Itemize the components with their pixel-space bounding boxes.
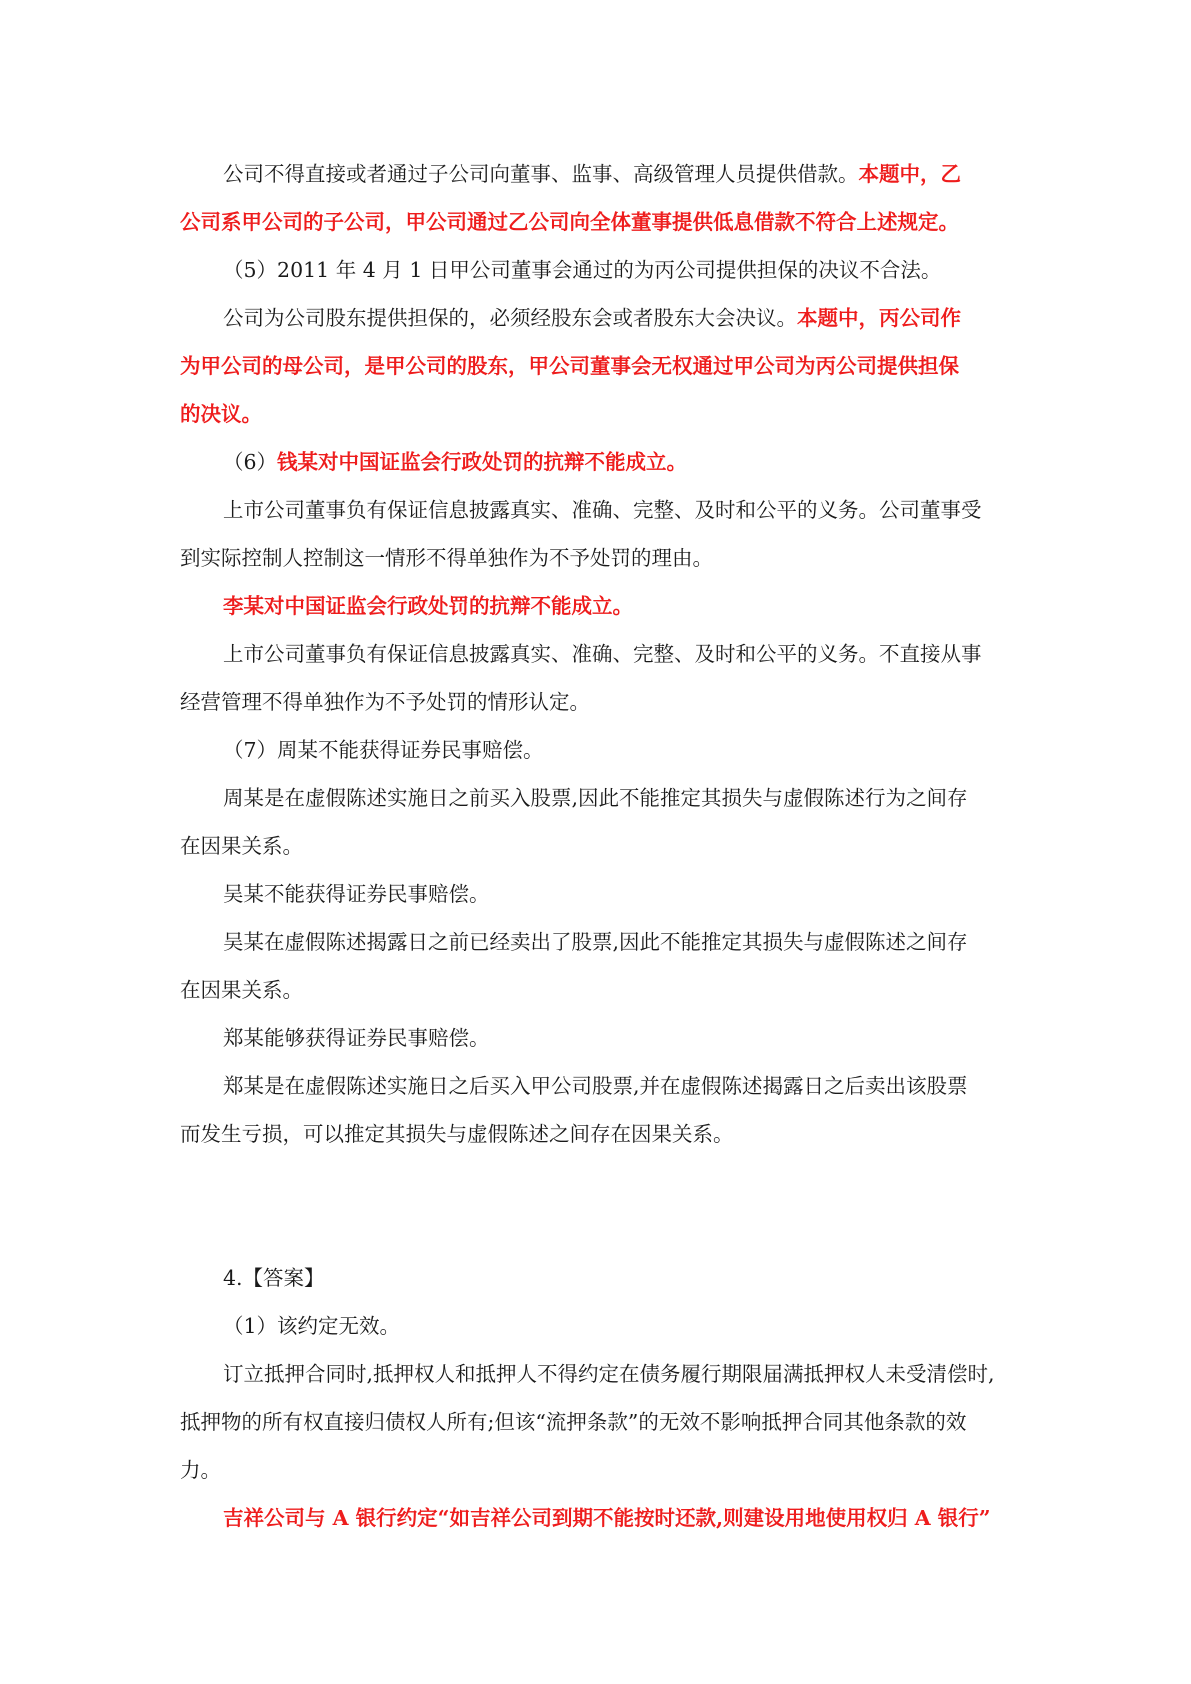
body-text: 郑某是在虚假陈述实施日之后买入甲公司股票,并在虚假陈述揭露日之后卖出该股票 [223, 1074, 968, 1098]
document-body [180, 150, 1011, 1542]
body-text: 郑某能够获得证券民事赔偿。 [223, 1026, 490, 1050]
text-line [180, 1110, 1011, 1158]
highlighted-text: 为甲公司的母公司，是甲公司的股东，甲公司董事会无权通过甲公司为丙公司提供担保 [180, 354, 959, 378]
body-text: 上市公司董事负有保证信息披露真实、准确、完整、及时和公平的义务。不直接从事 [223, 642, 982, 666]
highlighted-text: 本题中，丙公司作 [797, 306, 961, 330]
text-line [180, 390, 1011, 438]
text-line [180, 726, 1011, 774]
text-line [180, 630, 1011, 678]
body-text: 公司为公司股东提供担保的，必须经股东会或者股东大会决议。 [223, 306, 797, 330]
body-text: （7）周某不能获得证券民事赔偿。 [223, 738, 544, 762]
text-line [180, 486, 1011, 534]
body-text: 在因果关系。 [180, 834, 303, 858]
body-text: 吴某不能获得证券民事赔偿。 [223, 882, 490, 906]
body-text: 4.【答案】 [223, 1266, 325, 1290]
text-line [180, 1302, 1011, 1350]
text-line [180, 1014, 1011, 1062]
body-text: 经营管理不得单独作为不予处罚的情形认定。 [180, 690, 590, 714]
text-line [180, 582, 1011, 630]
text-line [180, 150, 1011, 198]
text-line [180, 198, 1011, 246]
text-line [180, 1350, 1011, 1398]
body-text: 在因果关系。 [180, 978, 303, 1002]
section-gap [180, 1158, 1011, 1254]
body-text: 周某是在虚假陈述实施日之前买入股票,因此不能推定其损失与虚假陈述行为之间存 [223, 786, 968, 810]
body-text: 抵押物的所有权直接归债权人所有;但该“流押条款”的无效不影响抵押合同其他条款的效 [180, 1410, 967, 1434]
body-text: 公司不得直接或者通过子公司向董事、监事、高级管理人员提供借款。 [223, 162, 859, 186]
highlighted-text: 公司系甲公司的子公司，甲公司通过乙公司向全体董事提供低息借款不符合上述规定。 [180, 210, 959, 234]
text-line [180, 1446, 1011, 1494]
text-line [180, 438, 1011, 486]
text-line [180, 966, 1011, 1014]
body-text: 力。 [180, 1458, 221, 1482]
text-line [180, 1494, 1011, 1542]
text-line [180, 822, 1011, 870]
body-text: 吴某在虚假陈述揭露日之前已经卖出了股票,因此不能推定其损失与虚假陈述之间存 [223, 930, 968, 954]
body-text: （1）该约定无效。 [223, 1314, 401, 1338]
body-text: 订立抵押合同时,抵押权人和抵押人不得约定在债务履行期限届满抵押权人未受清偿时, [223, 1362, 995, 1386]
highlighted-text: 的决议。 [180, 402, 262, 426]
highlighted-text: 钱某对中国证监会行政处罚的抗辩不能成立。 [277, 450, 688, 474]
text-line [180, 870, 1011, 918]
text-line [180, 342, 1011, 390]
highlighted-text: 吉祥公司与 A 银行约定“如吉祥公司到期不能按时还款,则建设用地使用权归 A 银行” [223, 1506, 991, 1530]
body-text: （6） [223, 450, 278, 474]
text-line [180, 246, 1011, 294]
text-line [180, 918, 1011, 966]
text-line [180, 294, 1011, 342]
highlighted-text: 本题中，乙 [858, 162, 961, 186]
text-line [180, 1254, 1011, 1302]
body-text: （5）2011 年 4 月 1 日甲公司董事会通过的为丙公司提供担保的决议不合法。 [223, 258, 942, 282]
body-text: 到实际控制人控制这一情形不得单独作为不予处罚的理由。 [180, 546, 713, 570]
highlighted-text: 李某对中国证监会行政处罚的抗辩不能成立。 [223, 594, 633, 618]
text-line [180, 678, 1011, 726]
body-text: 而发生亏损，可以推定其损失与虚假陈述之间存在因果关系。 [180, 1122, 734, 1146]
text-line [180, 1062, 1011, 1110]
text-line [180, 774, 1011, 822]
text-line [180, 1398, 1011, 1446]
body-text: 上市公司董事负有保证信息披露真实、准确、完整、及时和公平的义务。公司董事受 [223, 498, 982, 522]
text-line [180, 534, 1011, 582]
